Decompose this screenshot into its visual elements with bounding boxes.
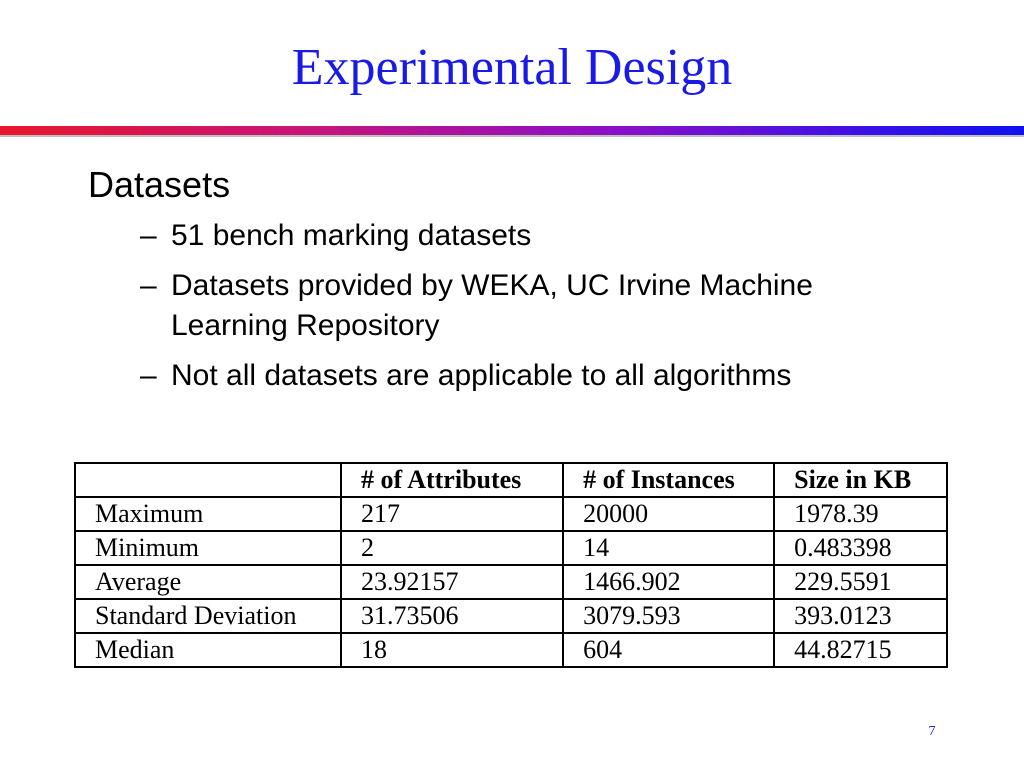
table-cell: 31.73506 bbox=[341, 599, 563, 633]
row-label: Standard Deviation bbox=[75, 599, 341, 633]
header-cell-instances: # of Instances bbox=[563, 463, 774, 497]
bullet-text: Datasets provided by WEKA, UC Irvine Machine bbox=[171, 269, 813, 302]
table-cell: 2 bbox=[341, 531, 563, 565]
row-label: Minimum bbox=[75, 531, 341, 565]
slide-title: Experimental Design bbox=[291, 39, 733, 96]
bullet-dash: – bbox=[140, 269, 157, 302]
row-label: Maximum bbox=[75, 497, 341, 531]
bullet-item bbox=[140, 266, 940, 346]
table-cell: 44.82715 bbox=[774, 633, 947, 667]
dataset-statistics-table bbox=[74, 462, 948, 668]
bullet-dash: – bbox=[140, 359, 157, 392]
table-cell: 0.483398 bbox=[774, 531, 947, 565]
table-cell: 18 bbox=[341, 633, 563, 667]
header-cell-size: Size in KB bbox=[774, 463, 947, 497]
bullet-text: Not all datasets are applicable to all algorithms bbox=[171, 359, 792, 392]
table-header-row bbox=[75, 463, 947, 497]
table-row bbox=[75, 531, 947, 565]
table-cell: 14 bbox=[563, 531, 774, 565]
section-heading: Datasets bbox=[88, 164, 231, 205]
table-cell: 3079.593 bbox=[563, 599, 774, 633]
title-divider bbox=[0, 126, 1024, 135]
bullet-dash: – bbox=[140, 219, 157, 252]
header-cell-empty bbox=[75, 463, 341, 497]
table-row bbox=[75, 599, 947, 633]
table-cell: 393.0123 bbox=[774, 599, 947, 633]
row-label: Average bbox=[75, 565, 341, 599]
table-row bbox=[75, 633, 947, 667]
bullet-item bbox=[140, 356, 940, 396]
table-row bbox=[75, 565, 947, 599]
table-cell: 20000 bbox=[563, 497, 774, 531]
bullet-text: 51 bench marking datasets bbox=[171, 219, 532, 252]
table-cell: 217 bbox=[341, 497, 563, 531]
bullet-list bbox=[140, 216, 940, 406]
table-cell: 1978.39 bbox=[774, 497, 947, 531]
bullet-item bbox=[140, 216, 940, 256]
row-label: Median bbox=[75, 633, 341, 667]
table-cell: 23.92157 bbox=[341, 565, 563, 599]
table-cell: 604 bbox=[563, 633, 774, 667]
table-row bbox=[75, 497, 947, 531]
page-number: 7 bbox=[928, 724, 936, 739]
title-divider-shadow bbox=[0, 135, 1024, 137]
table-cell: 1466.902 bbox=[563, 565, 774, 599]
bullet-text-continuation: Learning Repository bbox=[171, 309, 440, 342]
header-cell-attributes: # of Attributes bbox=[341, 463, 563, 497]
table-cell: 229.5591 bbox=[774, 565, 947, 599]
